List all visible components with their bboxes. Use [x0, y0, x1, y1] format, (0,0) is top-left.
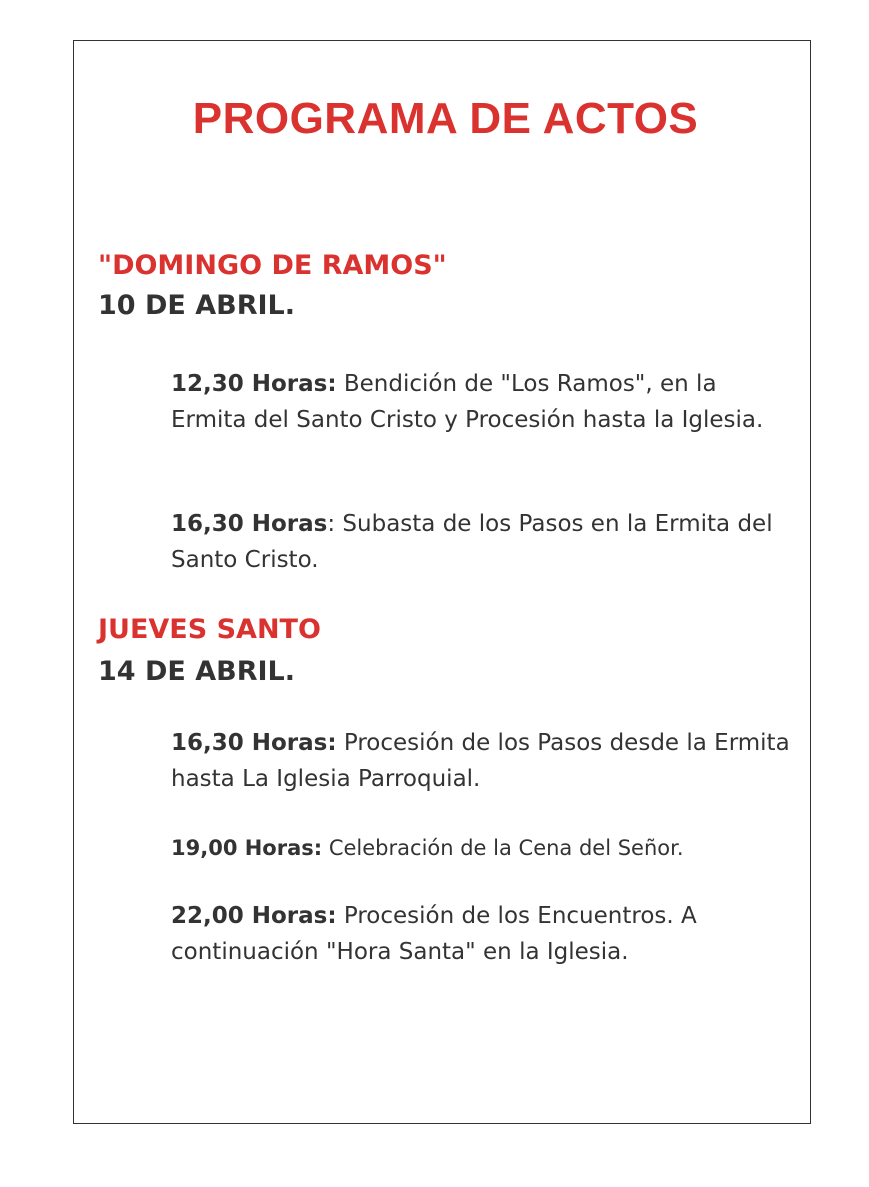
event-description: Procesión de los Encuentros. A continuación "Hora Santa" en la Iglesia. — [171, 903, 697, 965]
event-time: 22,00 Horas: — [171, 903, 337, 929]
event-item — [171, 898, 791, 970]
event-description: : Subasta de los Pasos en la Ermita del Santo Cristo. — [171, 511, 773, 573]
day-date-10-abril: 10 DE ABRIL. — [98, 290, 296, 321]
page-title: PROGRAMA DE ACTOS — [192, 94, 699, 143]
day-name-domingo-de-ramos: "DOMINGO DE RAMOS" — [98, 250, 447, 281]
event-description: Procesión de los Pasos desde la Ermita hasta La Iglesia Parroquial. — [171, 730, 790, 792]
event-item — [171, 366, 791, 438]
event-item — [171, 506, 791, 578]
event-time: 19,00 Horas: — [171, 836, 323, 860]
event-time: 12,30 Horas: — [171, 371, 337, 397]
event-description: Bendición de "Los Ramos", en la Ermita del Santo Cristo y Procesión hasta la Iglesia. — [171, 371, 764, 433]
event-time: 16,30 Horas: — [171, 730, 337, 756]
event-item — [171, 725, 791, 797]
event-item — [171, 830, 791, 866]
event-description: Celebración de la Cena del Señor. — [322, 836, 684, 860]
day-date-14-abril: 14 DE ABRIL. — [98, 656, 296, 687]
day-name-jueves-santo: JUEVES SANTO — [98, 614, 321, 645]
event-time: 16,30 Horas — [171, 511, 328, 537]
